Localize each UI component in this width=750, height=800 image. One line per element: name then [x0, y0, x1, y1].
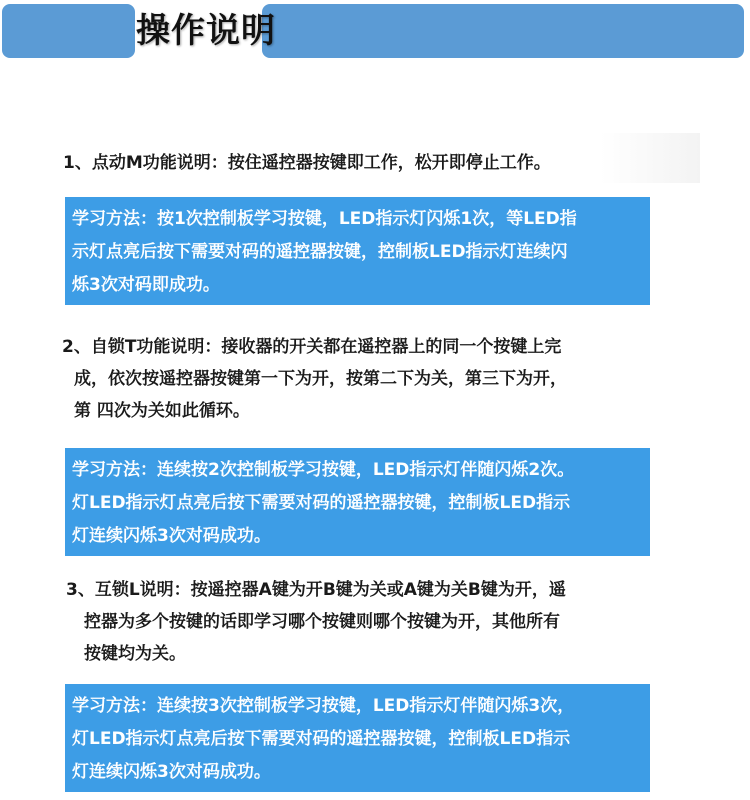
- section-3-learn-box: [65, 684, 650, 792]
- description-line: 成，依次按遥控器按键第一下为开，按第二下为关，第三下为开，: [74, 369, 567, 389]
- learn-line: 灯连续闪烁3次对码成功。: [72, 762, 271, 782]
- description-line: 3、互锁L说明：按遥控器A键为开B键为关或A键为关B键为开，遥: [66, 580, 566, 600]
- learn-line: 示灯点亮后按下需要对码的遥控器按键，控制板LED指示灯连续闪: [72, 242, 568, 262]
- learn-line: 灯LED指示灯点亮后按下需要对码的遥控器按键，控制板LED指示: [72, 729, 571, 749]
- learn-line: 灯连续闪烁3次对码成功。: [72, 526, 271, 546]
- header-bar-right: [262, 4, 744, 58]
- section-3-description: [0, 574, 660, 670]
- section-2-learn-box: [65, 448, 650, 556]
- header-bar-left: [2, 4, 135, 58]
- description-line: 1、点动M功能说明：按住遥控器按键即工作，松开即停止工作。: [63, 153, 551, 173]
- description-line: 2、自锁T功能说明：接收器的开关都在遥控器上的同一个按键上完: [62, 337, 562, 357]
- learn-line: 学习方法：连续按2次控制板学习按键，LED指示灯伴随闪烁2次。: [72, 460, 575, 480]
- description-line: 控器为多个按键的话即学习哪个按键则哪个按键为开，其他所有: [84, 612, 560, 632]
- learn-line: 烁3次对码即成功。: [72, 275, 220, 295]
- section-2-description: [0, 331, 660, 427]
- learn-line: 学习方法：按1次控制板学习按键，LED指示灯闪烁1次，等LED指: [72, 209, 577, 229]
- learn-line: 学习方法：连续按3次控制板学习按键，LED指示灯伴随闪烁3次，: [72, 696, 575, 716]
- section-1-learn-box: [65, 197, 650, 305]
- page-title: 操作说明: [136, 11, 276, 51]
- description-line: 第 四次为关如此循环。: [74, 401, 250, 421]
- description-line: 按键均为关。: [84, 644, 186, 664]
- section-1-description: [0, 147, 660, 179]
- learn-line: 灯LED指示灯点亮后按下需要对码的遥控器按键，控制板LED指示: [72, 493, 571, 513]
